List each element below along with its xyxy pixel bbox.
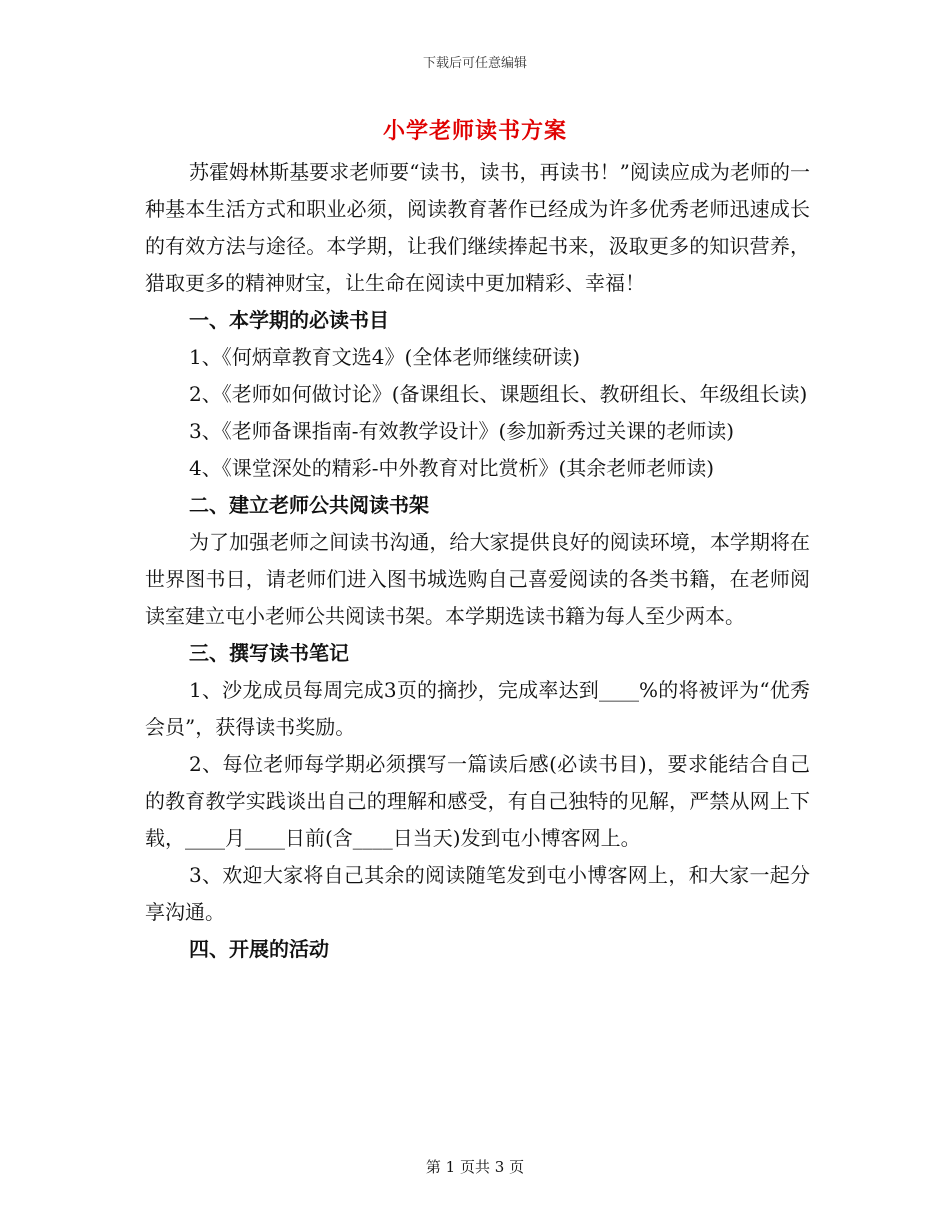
reading-list-item: 3、《老师备课指南-有效教学设计》(参加新秀过关课的老师读) (189, 419, 735, 443)
notes-item: 1、沙龙成员每周完成3页的摘抄，完成率达到____%的将被评为“优秀会员”，获得读书奖励。 (145, 678, 810, 739)
reading-list-item: 1、《何炳章教育文选4》(全体老师继续研读) (189, 345, 581, 369)
section2-heading: 二、建立老师公共阅读书架 (189, 493, 429, 517)
intro-paragraph: 苏霍姆林斯基要求老师要“读书，读书，再读书！”阅读应成为老师的一种基本生活方式和职业必须，阅读教育著作已经成为许多优秀老师迅速成长的有效方法与途径。本学期，让我们继续捧起书来，汲取更多的知识营养，猎取更多的精神财宝，让生命在阅读中更加精彩、幸福！ (145, 160, 810, 295)
section3-heading: 三、撰写读书笔记 (189, 641, 349, 665)
notes-item: 3、欢迎大家将自己其余的阅读随笔发到屯小博客网上，和大家一起分享沟通。 (145, 863, 810, 924)
reading-list-item: 2、《老师如何做讨论》(备课组长、课题组长、教研组长、年级组长读) (189, 382, 808, 406)
document-body (145, 154, 810, 968)
section2-paragraph: 为了加强老师之间读书沟通，给大家提供良好的阅读环境，本学期将在世界图书日，请老师们进入图书城选购自己喜爱阅读的各类书籍，在老师阅读室建立屯小老师公共阅读书架。本学期选读书籍为每人至少两本。 (145, 530, 810, 628)
header-note: 下载后可任意编辑 (422, 56, 527, 71)
section1-heading: 一、本学期的必读书目 (189, 308, 389, 332)
reading-list-item: 4、《课堂深处的精彩-中外教育对比赏析》(其余老师老师读) (189, 456, 715, 480)
section4-heading: 四、开展的活动 (189, 937, 329, 961)
document-title: 小学老师读书方案 (382, 118, 567, 144)
notes-item: 2、每位老师每学期必须撰写一篇读后感(必读书目)，要求能结合自己的教育教学实践谈出自己的理解和感受，有自己独特的见解，严禁从网上下载，____月____日前(含____日当天)发到屯小博客网上。 (145, 752, 810, 850)
page-footer: 第 1 页共 3 页 (425, 1158, 525, 1176)
